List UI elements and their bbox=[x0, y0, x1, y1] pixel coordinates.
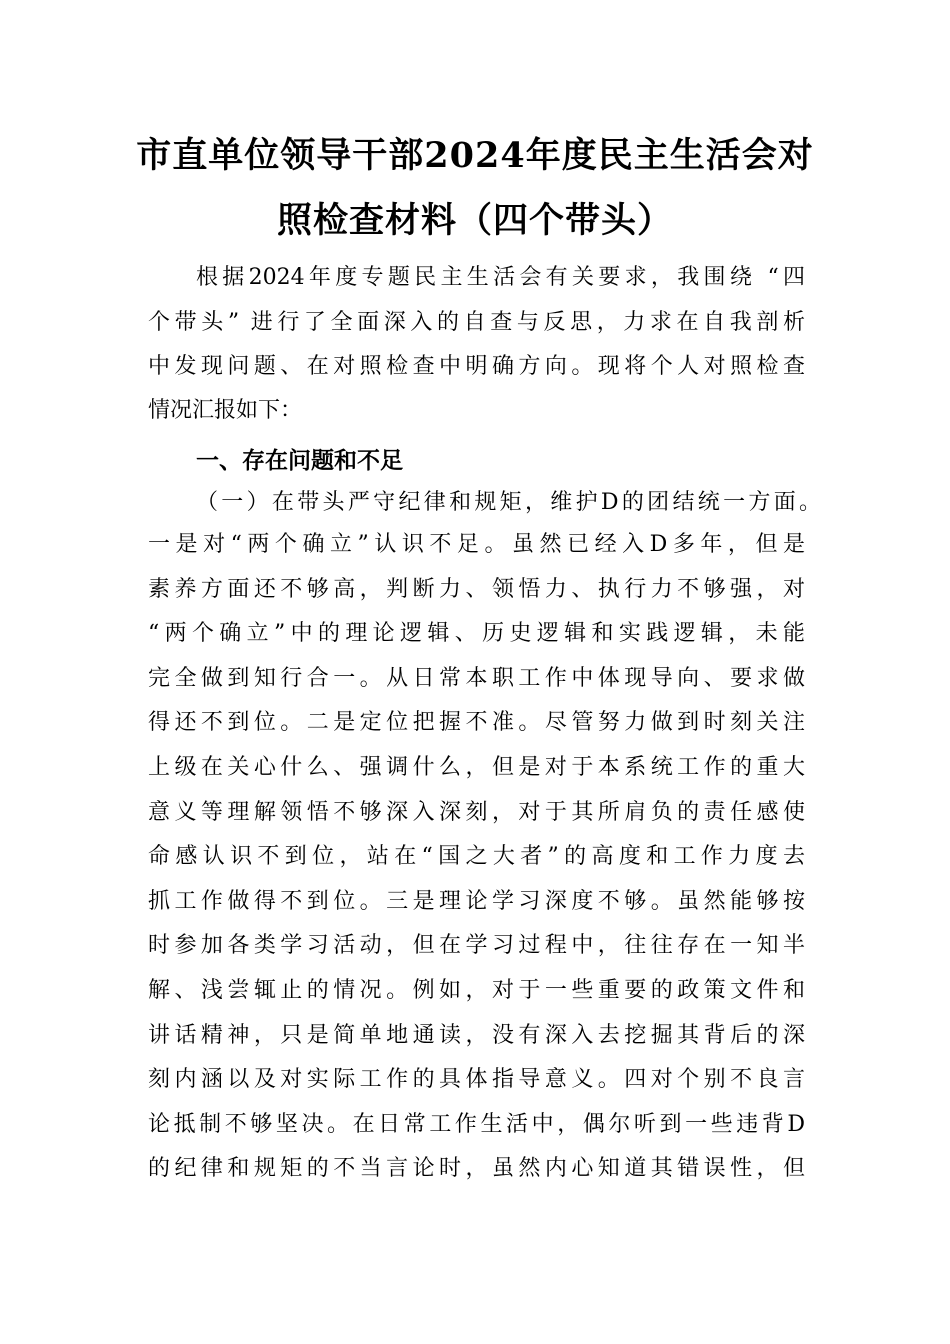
body-line: “两个确立”中的理论逻辑、历史逻辑和实践逻辑，未能 bbox=[148, 621, 805, 647]
body-line: 一是对“两个确立”认识不足。虽然已经入D多年，但是 bbox=[148, 532, 805, 557]
body-line: 意义等理解领悟不够深入深刻，对于其所肩负的责任感使 bbox=[148, 799, 805, 825]
body-line: 得还不到位。二是定位把握不准。尽管努力做到时刻关注 bbox=[148, 710, 805, 736]
body-line: 完全做到知行合一。从日常本职工作中体现导向、要求做 bbox=[148, 665, 805, 691]
body-line: 刻内涵以及对实际工作的具体指导意义。四对个别不良言 bbox=[148, 1067, 805, 1093]
intro-line: 根据2024年度专题民主生活会有关要求，我围绕 “四 bbox=[196, 265, 805, 290]
document-title-line-2: 照检查材料（四个带头） bbox=[276, 200, 673, 241]
intro-line: 情况汇报如下： bbox=[148, 398, 303, 423]
body-line: 解、浅尝辄止的情况。例如，对于一些重要的政策文件和 bbox=[148, 978, 805, 1003]
body-line: 命感认识不到位，站在“国之大者”的高度和工作力度去 bbox=[148, 844, 805, 870]
section-heading: 一、存在问题和不足 bbox=[196, 448, 403, 474]
document-title-line-1: 市直单位领导干部2024年度民主生活会对 bbox=[136, 135, 814, 176]
intro-line: 个带头” 进行了全面深入的自查与反思，力求在自我剖析 bbox=[148, 310, 805, 335]
body-line: 上级在关心什么、强调什么，但是对于本系统工作的重大 bbox=[148, 755, 805, 780]
body-line: 的纪律和规矩的不当言论时，虽然内心知道其错误性，但 bbox=[148, 1156, 805, 1182]
body-line: 论抵制不够坚决。在日常工作生活中，偶尔听到一些违背D bbox=[148, 1111, 805, 1137]
subsection-heading: （一）在带头严守纪律和规矩，维护D的团结统一方面。 bbox=[196, 490, 821, 515]
body-line: 时参加各类学习活动，但在学习过程中，往往存在一知半 bbox=[148, 933, 805, 959]
intro-line: 中发现问题、在对照检查中明确方向。现将个人对照检查 bbox=[148, 354, 805, 379]
body-line: 抓工作做得不到位。三是理论学习深度不够。虽然能够按 bbox=[148, 888, 805, 914]
body-line: 讲话精神，只是简单地通读，没有深入去挖掘其背后的深 bbox=[148, 1022, 805, 1048]
body-line: 素养方面还不够高，判断力、领悟力、执行力不够强，对 bbox=[148, 576, 805, 602]
